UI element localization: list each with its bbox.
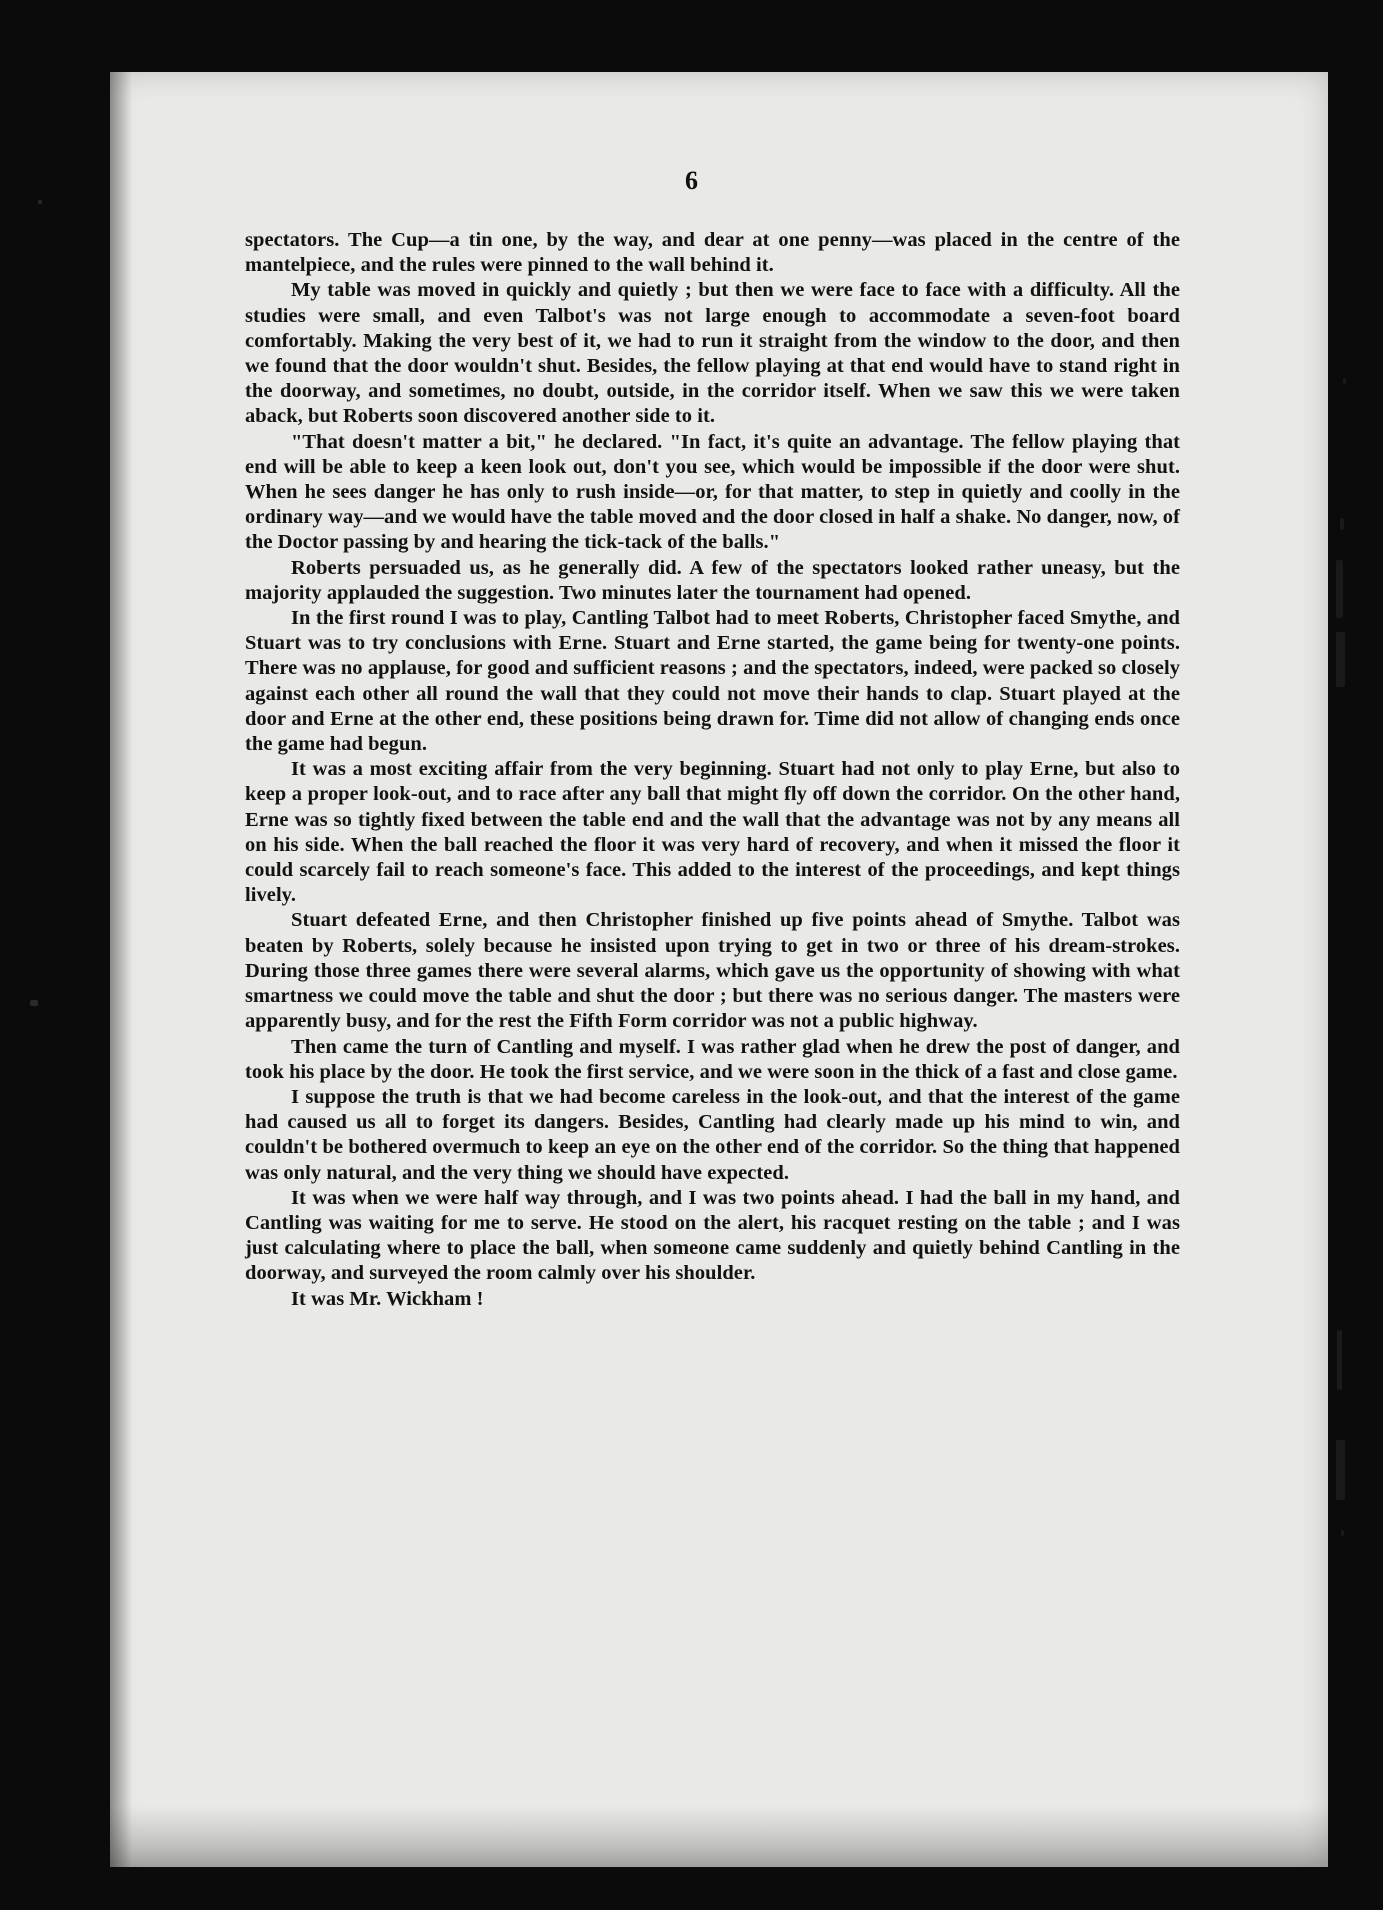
scan-speck [1336,560,1343,618]
scan-speck [1336,1440,1345,1500]
paragraph: It was a most exciting affair from the very beginning. Stuart had not only to play Erne, but also to keep a proper look-out, and to race after any ball that might fly off down the corridor. On the other hand, Erne was so tightly fixed between the table end and the wall that the advantage was not by any means all on his side. When the ball reached the floor it was very hard of recovery, and when it missed the floor it could scarcely fail to reach someone's face. This added to the interest of the proceedings, and kept things lively. [245,758,1180,907]
page-number: 6 [685,166,698,195]
page-edge-shadow [110,72,132,1867]
page-bottom-shadow [110,1805,1328,1867]
scan-speck [1336,632,1345,687]
body-text [245,228,1180,1312]
paragraph: Stuart defeated Erne, and then Christopher finished up five points ahead of Smythe. Talbot was beaten by Roberts, solely because he insisted upon trying to get in two or three of his dream-strokes. During those three games there were several alarms, which gave us the opportunity of showing with what smartness we could move the table and shut the door ; but there was no serious danger. The masters were apparently busy, and for the rest the Fifth Form corridor was not a public highway. [245,909,1180,1033]
paragraph: My table was moved in quickly and quietly ; but then we were face to face with a difficulty. All the studies were small, and even Talbot's was not large enough to accommodate a seven-foot board comfortably. Making the very best of it, we had to run it straight from the window to the door, and then we found that the door wouldn't shut. Besides, the fellow playing at that end would have to stand right in the doorway, and sometimes, no doubt, outside, in the corridor itself. When we saw this we were taken aback, but Roberts soon discovered another side to it. [245,279,1180,428]
paragraph: "That doesn't matter a bit," he declared. "In fact, it's quite an advantage. The fellow playing that end will be able to keep a keen look out, don't you see, which would be impossible if the door were shut. When he sees danger he has only to rush inside—or, for that matter, to step in quietly and coolly in the ordinary way—and we would have the table moved and the door closed in half a shake. No danger, now, of the Doctor passing by and hearing the tick-tack of the balls." [245,430,1180,554]
paragraph: Then came the turn of Cantling and myself. I was rather glad when he drew the post of danger, and took his place by the door. He took the first service, and we were soon in the thick of a fast and close game. [245,1035,1180,1083]
scan-speck [1343,378,1346,384]
paragraph: Roberts persuaded us, as he generally did. A few of the spectators looked rather uneasy, but the majority applauded the suggestion. Two minutes later the tournament had opened. [245,556,1180,604]
paragraph: It was when we were half way through, and I was two points ahead. I had the ball in my hand, and Cantling was waiting for me to serve. He stood on the alert, his racquet resting on the table ; and I was just calculating where to place the ball, when someone came suddenly and quietly behind Cantling in the doorway, and surveyed the room calmly over his shoulder. [245,1186,1180,1285]
paragraph: I suppose the truth is that we had become careless in the look-out, and that the interest of the game had caused us all to forget its dangers. Besides, Cantling had clearly made up his mind to win, and couldn't be bothered overmuch to keep an eye on the other end of the corridor. So the thing that happened was only natural, and the very thing we should have expected. [245,1085,1180,1184]
scan-speck [1337,1330,1342,1390]
paragraph: In the first round I was to play, Cantling Talbot had to meet Roberts, Christopher faced Smythe, and Stuart was to try conclusions with Erne. Stuart and Erne started, the game being for twenty-one points. There was no applause, for good and sufficient reasons ; and the spectators, indeed, were packed so closely against each other all round the wall that they could not move their hands to clap. Stuart played at the door and Erne at the other end, these positions being drawn for. Time did not allow of changing ends once the game had begun. [245,607,1180,756]
scan-speck [1340,518,1344,530]
scan-speck [1341,1530,1344,1536]
scan-speck [30,1000,38,1006]
paragraph: spectators. The Cup—a tin one, by the way, and dear at one penny—was placed in the centre of the mantelpiece, and the rules were pinned to the wall behind it. [245,229,1180,277]
paragraph: It was Mr. Wickham ! [291,1287,484,1310]
scan-speck [38,200,42,204]
